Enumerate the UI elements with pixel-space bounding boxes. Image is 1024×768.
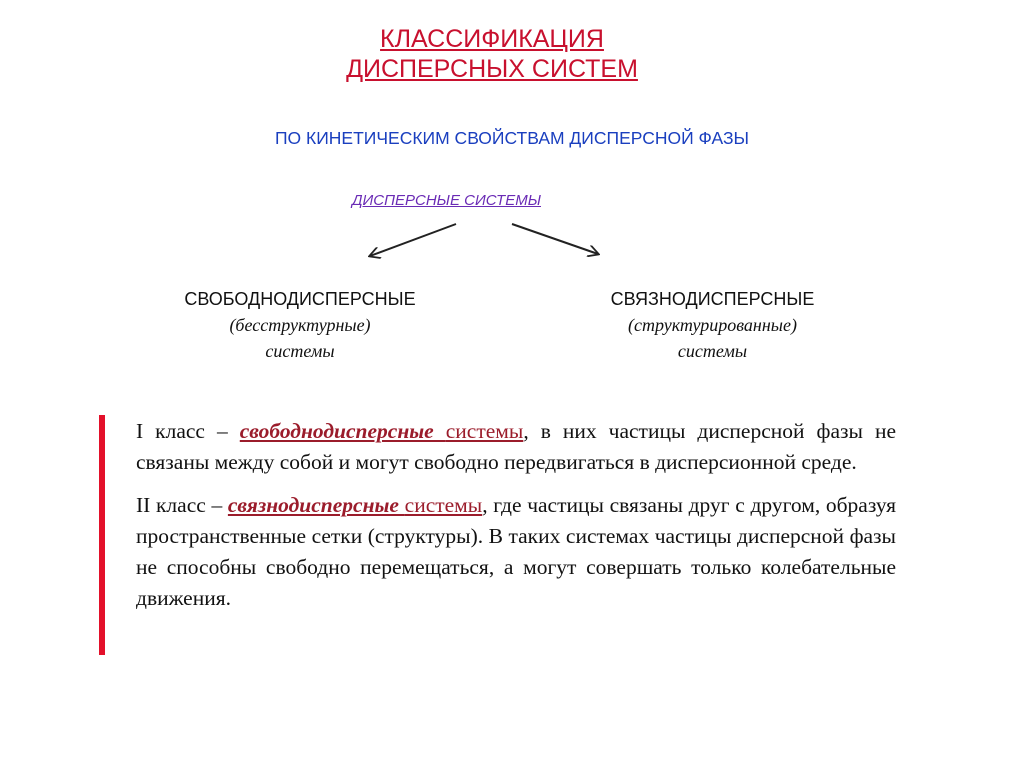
arrow-left bbox=[370, 224, 456, 256]
paragraph-1-systems: системы bbox=[445, 419, 524, 443]
branch-left bbox=[130, 286, 470, 364]
paragraph-2-rest: , где частицы связаны друг с другом, образуя пространственные сетки (структуры). В таких системах частицы дисперсной фазы не способны свободно перемещаться, а могут совершать только колебательные движения. bbox=[136, 493, 896, 610]
paragraph-class-1 bbox=[136, 416, 896, 478]
paragraph-2-keyword: связнодисперсные bbox=[227, 493, 405, 517]
branch-left-name: СВОБОДНОДИСПЕРСНЫЕ bbox=[184, 289, 416, 309]
paragraph-1-keyword: свободнодисперсные bbox=[239, 419, 446, 443]
title-line-2: ДИСПЕРСНЫХ СИСТЕМ bbox=[346, 55, 638, 83]
branch-right-systems: системы bbox=[677, 341, 748, 361]
branch-left-paren: (бесструктурные) bbox=[229, 315, 371, 335]
paragraph-1-lead: I класс – bbox=[136, 419, 240, 443]
paragraph-2-lead: II класс – bbox=[136, 493, 228, 517]
arrow-right bbox=[512, 224, 598, 254]
title-line-1: КЛАССИФИКАЦИЯ bbox=[380, 25, 604, 53]
branch-right-paren: (структурированные) bbox=[628, 315, 797, 335]
branch-right-name: СВЯЗНОДИСПЕРСНЫЕ bbox=[610, 289, 815, 309]
paragraph-1-rest: , в них частицы дисперсной фазы не связаны между собой и могут свободно передвигаться в дисперсионной среде. bbox=[136, 419, 897, 474]
accent-bar bbox=[99, 415, 105, 655]
diagram-root-label: ДИСПЕРСНЫЕ СИСТЕМЫ bbox=[352, 192, 541, 209]
branch-right bbox=[545, 286, 880, 364]
branch-left-systems: системы bbox=[265, 341, 335, 361]
paragraph-2-systems: системы bbox=[404, 493, 483, 517]
paragraph-class-2 bbox=[136, 490, 896, 614]
page-subtitle: ПО КИНЕТИЧЕСКИМ СВОЙСТВАМ ДИСПЕРСНОЙ ФАЗЫ bbox=[274, 128, 750, 148]
description-block bbox=[136, 416, 896, 626]
